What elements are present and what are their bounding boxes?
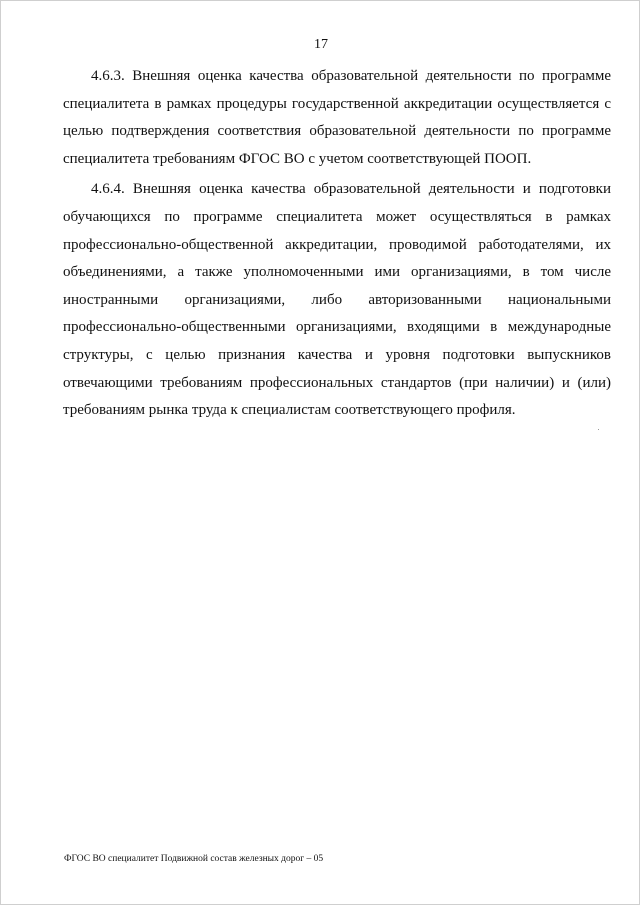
paragraph-4-6-3: 4.6.3. Внешняя оценка качества образовательной деятельности по программе специалитета в рамках процедуры государственной аккредитации осуществляется с целью подтверждения соответствия образовательной деятельности по программе специалитета требованиям ФГОС ВО с учетом соответствующей ПООП.: [63, 68, 611, 167]
scan-speck: [598, 429, 599, 430]
paragraph-4-6-4: 4.6.4. Внешняя оценка качества образовательной деятельности и подготовки обучающихся по программе специалитета может осуществляться в рамках профессионально-общественной аккредитации, проводимой работодателями, их объединениями, а также уполномоченными ими организациями, в том числе иностранными организациями, либо авторизованными национальными профессионально-общественными организациями, входящими в международные структуры, с целью признания качества и уровня подготовки выпускников отвечающими требованиям профессиональных стандартов (при наличии) и (или) требованиям рынка труда к специалистам соответствующего профиля.: [63, 181, 611, 419]
document-body: [63, 63, 611, 425]
page-number: 17: [314, 37, 328, 52]
page-footer: ФГОС ВО специалитет Подвижной состав железных дорог – 05: [64, 854, 324, 864]
